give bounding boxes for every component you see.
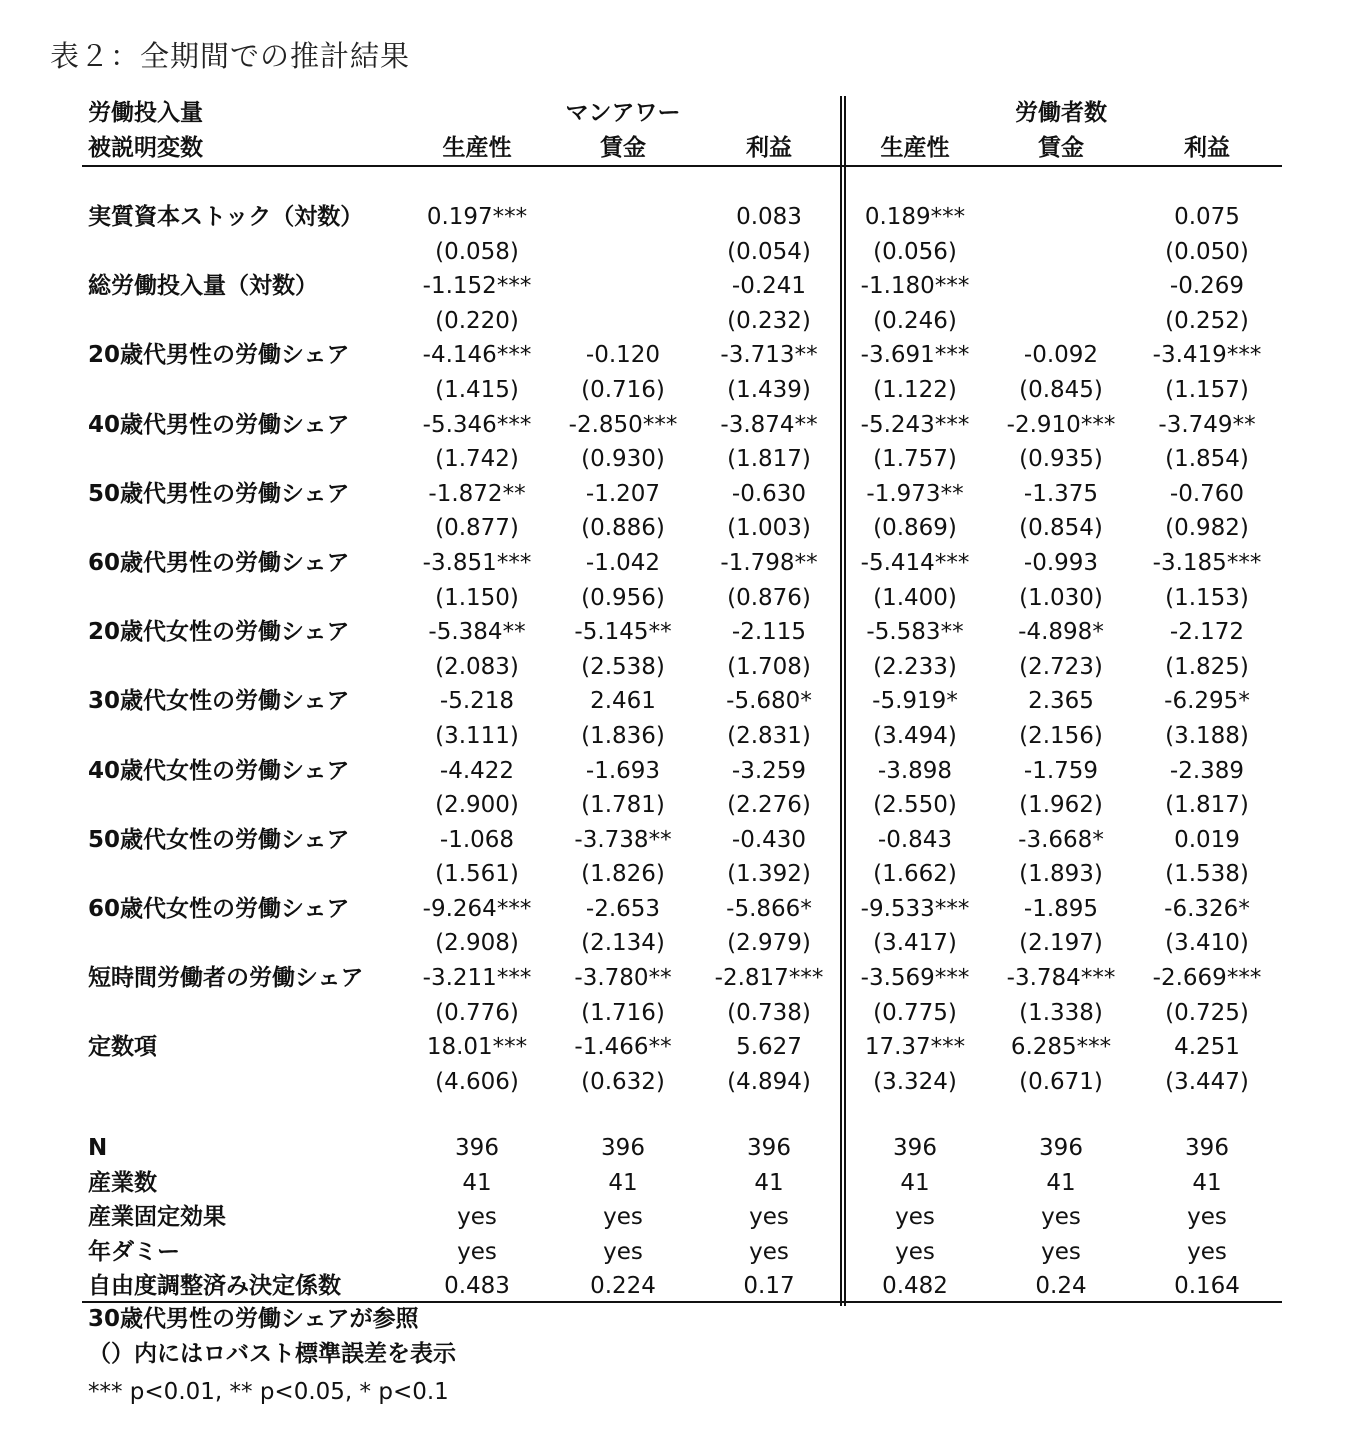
std-error-cell: (1.338) [1019,999,1103,1026]
coefficient-cell: -5.866* [726,895,812,922]
coefficient-cell: 0.189*** [864,204,966,230]
std-error-cell: (3.324) [873,1068,957,1095]
coefficient-cell: -2.910*** [1006,411,1116,438]
std-error-cell: (0.725) [1165,999,1249,1026]
col-header-wage: 賃金 [1038,134,1084,161]
coefficient-cell: -1.042 [585,549,661,576]
coefficient-cell: -3.569*** [860,965,970,992]
stat-value: yes [749,1238,789,1265]
row-label: 60歳代女性の労働シェア [88,895,350,922]
coefficient-cell: -5.243*** [860,411,970,438]
coefficient-cell: -3.874** [720,411,818,438]
std-error-cell: (1.439) [727,376,811,403]
coefficient-cell: -0.269 [1169,273,1245,300]
std-error-cell: (0.252) [1165,307,1249,334]
stat-value: 41 [900,1169,930,1196]
table-row-se [82,442,1282,477]
std-error-cell: (0.058) [435,238,519,265]
std-error-cell: (0.845) [1019,376,1103,403]
col-header-productivity: 生産性 [880,134,950,161]
stat-row [82,1166,1282,1201]
stat-value: yes [457,1238,497,1265]
coefficient-cell: -1.068 [439,826,515,853]
row-label: 40歳代女性の労働シェア [88,757,350,784]
std-error-cell: (0.246) [873,307,957,334]
row-label: 60歳代男性の労働シェア [88,549,350,576]
coefficient-cell: 0.019 [1174,826,1240,853]
std-error-cell: (1.561) [435,861,519,888]
std-error-cell: (2.723) [1019,653,1103,680]
row-label: 実質資本ストック（対数） [88,204,364,230]
coefficient-cell: -4.422 [439,757,515,784]
stat-row [82,1200,1282,1235]
regression-table [82,96,1282,1300]
std-error-cell: (1.854) [1165,446,1249,473]
coefficient-cell: 0.075 [1174,204,1240,230]
coefficient-cell: -3.419*** [1152,342,1262,369]
coefficient-cell: -1.693 [585,757,661,784]
dependent-variable-label: 被説明変数 [88,134,203,161]
stat-value: yes [603,1238,643,1265]
coefficient-cell: -3.668* [1018,826,1104,853]
coefficient-cell: -2.817*** [714,965,824,992]
std-error-cell: (0.738) [727,999,811,1026]
coefficient-cell: -0.092 [1023,342,1099,369]
stat-value: yes [1187,1238,1227,1265]
coefficient-cell: -3.259 [731,757,807,784]
stat-row [82,1269,1282,1304]
row-label: 短時間労働者の労働シェア [88,965,364,992]
std-error-cell: (4.606) [435,1068,519,1095]
std-error-cell: (0.876) [727,584,811,611]
coefficient-cell: -3.784*** [1006,965,1116,992]
table-row [82,1030,1282,1065]
coefficient-cell: -0.760 [1169,480,1245,507]
std-error-cell: (3.494) [873,722,957,749]
row-label: 30歳代女性の労働シェア [88,688,350,715]
table-row [82,615,1282,650]
std-error-cell: (2.908) [435,930,519,957]
coefficient-cell: 5.627 [736,1034,802,1061]
coefficient-cell: -5.583** [866,619,964,646]
coefficient-cell: -3.749** [1158,411,1256,438]
coefficient-cell: -1.375 [1023,480,1099,507]
stat-value: yes [603,1204,643,1231]
coefficient-cell: -0.241 [731,273,807,300]
std-error-cell: (1.392) [727,861,811,888]
coefficient-cell: -1.798** [720,549,818,576]
coefficient-cell: 18.01*** [426,1034,528,1061]
coefficient-cell: -3.185*** [1152,549,1262,576]
table-row-se [82,511,1282,546]
header-rule [82,165,1282,167]
table-row-se [82,719,1282,754]
std-error-cell: (2.900) [435,792,519,819]
col-header-productivity: 生産性 [442,134,512,161]
coefficient-cell: 2.461 [590,688,656,715]
row-label: 20歳代男性の労働シェア [88,342,350,369]
coefficient-cell: -6.326* [1164,895,1250,922]
coefficient-cell: -3.211*** [422,965,532,992]
table-row [82,684,1282,719]
table-row-se [82,788,1282,823]
std-error-cell: (1.400) [873,584,957,611]
std-error-cell: (0.877) [435,515,519,542]
std-error-cell: (1.716) [581,999,665,1026]
table-row-se [82,373,1282,408]
stat-row [82,1235,1282,1270]
stat-value: 41 [1046,1169,1076,1196]
std-error-cell: (1.962) [1019,792,1103,819]
stat-label: 自由度調整済み決定係数 [88,1273,341,1300]
table-body [82,200,1282,1099]
stat-value: 396 [893,1135,937,1161]
table-row [82,200,1282,235]
table-row [82,477,1282,512]
coefficient-cell: 4.251 [1174,1034,1240,1061]
group-man-hours: マンアワー [565,100,681,126]
std-error-cell: (1.742) [435,446,519,473]
std-error-cell: (0.716) [581,376,665,403]
std-error-cell: (2.083) [435,653,519,680]
coefficient-cell: -2.115 [731,619,807,646]
coefficient-cell: -1.466** [574,1034,672,1061]
stat-value: 41 [1192,1169,1222,1196]
coefficient-cell: -1.152*** [422,273,532,300]
std-error-cell: (0.671) [1019,1068,1103,1095]
coefficient-cell: -5.919* [872,688,958,715]
coefficient-cell: -0.993 [1023,549,1099,576]
table-row [82,546,1282,581]
stat-value: 396 [455,1135,499,1161]
stat-value: 0.17 [743,1273,795,1300]
table-row-se [82,926,1282,961]
coefficient-cell: -5.145** [574,619,672,646]
std-error-cell: (3.188) [1165,722,1249,749]
stat-label: 年ダミー [88,1238,180,1265]
stat-value: yes [895,1238,935,1265]
coefficient-cell: -5.680* [726,688,812,715]
std-error-cell: (1.781) [581,792,665,819]
std-error-cell: (3.111) [435,722,519,749]
stat-value: 396 [747,1135,791,1161]
stat-value: 0.224 [590,1273,656,1300]
coefficient-cell: -2.669*** [1152,965,1262,992]
coefficient-cell: -3.713** [720,342,818,369]
coefficient-cell: -6.295* [1164,688,1250,715]
coefficient-cell: -2.850*** [568,411,678,438]
std-error-cell: (2.550) [873,792,957,819]
std-error-cell: (4.894) [727,1068,811,1095]
coefficient-cell: -9.533*** [860,895,970,922]
std-error-cell: (1.817) [727,446,811,473]
stat-label: 産業数 [88,1169,157,1196]
table-row-se [82,235,1282,270]
table-row-se [82,857,1282,892]
std-error-cell: (0.886) [581,515,665,542]
std-error-cell: (1.122) [873,376,957,403]
note-robust-se: （）内にはロバスト標準誤差を表示 [88,1340,456,1367]
std-error-cell: (0.776) [435,999,519,1026]
coefficient-cell: -0.430 [731,826,807,853]
std-error-cell: (1.826) [581,861,665,888]
coefficient-cell: -3.780** [574,965,672,992]
std-error-cell: (0.220) [435,307,519,334]
table-notes [88,1302,456,1410]
std-error-cell: (0.854) [1019,515,1103,542]
coefficient-cell: -2.653 [585,895,661,922]
coefficient-cell: -1.872** [428,480,526,507]
std-error-cell: (1.030) [1019,584,1103,611]
coefficient-cell: -0.843 [877,826,953,853]
header-row-1 [82,96,1282,131]
coefficient-cell: -1.759 [1023,757,1099,784]
coefficient-cell: -3.738** [574,826,672,853]
coefficient-cell: -5.346*** [422,411,532,438]
table-row [82,269,1282,304]
table-stats [82,1131,1282,1304]
coefficient-cell: -5.218 [439,688,515,715]
coefficient-cell: 6.285*** [1010,1034,1112,1061]
std-error-cell: (0.935) [1019,446,1103,473]
table-row-se [82,996,1282,1031]
row-label: 50歳代女性の労働シェア [88,826,350,853]
coefficient-cell: -3.851*** [422,549,532,576]
std-error-cell: (2.156) [1019,722,1103,749]
std-error-cell: (3.410) [1165,930,1249,957]
coefficient-cell: 0.083 [736,204,802,230]
row-label: 50歳代男性の労働シェア [88,480,350,507]
stat-value: yes [1187,1204,1227,1231]
coefficient-cell: -5.384** [428,619,526,646]
stat-value: yes [1041,1238,1081,1265]
std-error-cell: (1.836) [581,722,665,749]
std-error-cell: (2.831) [727,722,811,749]
table-title: 表２：全期間での推計結果 [50,39,411,73]
std-error-cell: (1.893) [1019,861,1103,888]
coefficient-cell: 2.365 [1028,688,1094,715]
table-row [82,754,1282,789]
std-error-cell: (3.417) [873,930,957,957]
std-error-cell: (0.869) [873,515,957,542]
table-row [82,823,1282,858]
std-error-cell: (0.050) [1165,238,1249,265]
stat-value: 41 [754,1169,784,1196]
std-error-cell: (2.197) [1019,930,1103,957]
std-error-cell: (1.538) [1165,861,1249,888]
std-error-cell: (2.276) [727,792,811,819]
coefficient-cell: -4.146*** [422,342,532,369]
stat-value: 41 [608,1169,638,1196]
row-label: 総労働投入量（対数） [88,273,318,300]
std-error-cell: (1.662) [873,861,957,888]
stat-value: 0.164 [1174,1273,1240,1300]
coefficient-cell: -1.207 [585,480,661,507]
std-error-cell: (0.930) [581,446,665,473]
stat-value: 396 [1185,1135,1229,1161]
row-label: 20歳代女性の労働シェア [88,619,350,646]
coefficient-cell: -9.264*** [422,895,532,922]
stat-row [82,1131,1282,1166]
std-error-cell: (1.708) [727,653,811,680]
stat-value: 0.482 [882,1273,948,1300]
std-error-cell: (1.153) [1165,584,1249,611]
coefficient-cell: -1.895 [1023,895,1099,922]
table-row-se [82,650,1282,685]
stat-label: 産業固定効果 [88,1204,226,1231]
coefficient-cell: -0.120 [585,342,661,369]
stat-value: yes [1041,1204,1081,1231]
table-row-se [82,304,1282,339]
std-error-cell: (2.134) [581,930,665,957]
stat-value: yes [457,1204,497,1231]
std-error-cell: (2.979) [727,930,811,957]
stat-value: 396 [1039,1135,1083,1161]
std-error-cell: (0.982) [1165,515,1249,542]
stat-value: 41 [462,1169,492,1196]
table-row [82,338,1282,373]
coefficient-cell: -3.691*** [860,342,970,369]
table-row-se [82,1065,1282,1100]
std-error-cell: (1.825) [1165,653,1249,680]
stat-value: 0.483 [444,1273,510,1300]
coefficient-cell: -1.180*** [860,273,970,300]
row-label: 40歳代男性の労働シェア [88,411,350,438]
std-error-cell: (0.632) [581,1068,665,1095]
std-error-cell: (1.157) [1165,376,1249,403]
std-error-cell: (1.757) [873,446,957,473]
note-significance: *** p<0.01, ** p<0.05, * p<0.1 [88,1379,449,1406]
col-header-wage: 賃金 [600,134,646,161]
coefficient-cell: -0.630 [731,480,807,507]
stat-value: yes [749,1204,789,1231]
col-header-profit: 利益 [746,134,792,161]
table-row [82,892,1282,927]
std-error-cell: (2.233) [873,653,957,680]
std-error-cell: (1.003) [727,515,811,542]
coefficient-cell: -3.898 [877,757,953,784]
coefficient-cell: -2.172 [1169,619,1245,646]
coefficient-cell: 0.197*** [426,204,528,230]
coefficient-cell: -1.973** [866,480,964,507]
row-label: 定数項 [88,1034,157,1061]
std-error-cell: (0.056) [873,238,957,265]
col-header-profit: 利益 [1184,134,1230,161]
coefficient-cell: -5.414*** [860,549,970,576]
std-error-cell: (2.538) [581,653,665,680]
std-error-cell: (1.817) [1165,792,1249,819]
std-error-cell: (0.232) [727,307,811,334]
coefficient-cell: -2.389 [1169,757,1245,784]
header-row-2 [82,131,1282,166]
std-error-cell: (0.956) [581,584,665,611]
table-row [82,961,1282,996]
std-error-cell: (1.150) [435,584,519,611]
std-error-cell: (0.054) [727,238,811,265]
table-row-se [82,581,1282,616]
std-error-cell: (3.447) [1165,1068,1249,1095]
std-error-cell: (0.775) [873,999,957,1026]
labor-input-label: 労働投入量 [88,100,203,126]
stat-value: 396 [601,1135,645,1161]
table-row [82,408,1282,443]
stat-value: 0.24 [1035,1273,1087,1300]
note-reference: 30歳代男性の労働シェアが参照 [88,1306,419,1332]
std-error-cell: (1.415) [435,376,519,403]
stat-value: yes [895,1204,935,1231]
coefficient-cell: 17.37*** [864,1034,966,1061]
coefficient-cell: -4.898* [1018,619,1104,646]
stat-label: N [88,1135,108,1161]
group-workers: 労働者数 [1015,100,1107,126]
